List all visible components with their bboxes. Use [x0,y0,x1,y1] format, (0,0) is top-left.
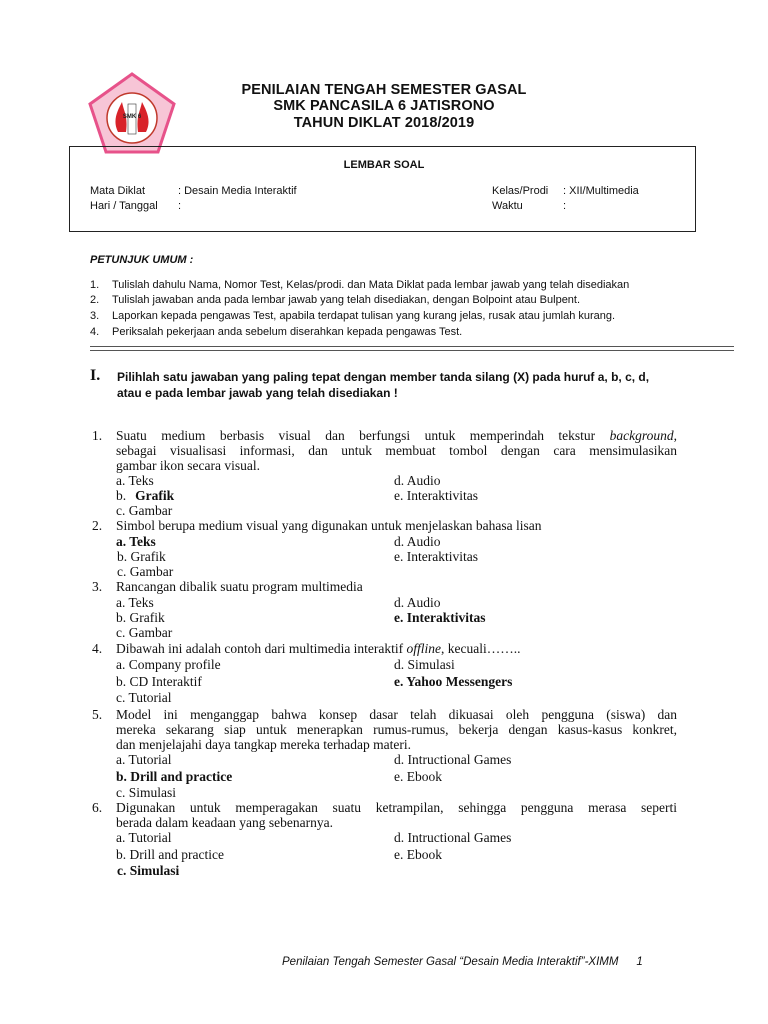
option-d: d. Audio [394,595,441,610]
option-e: e. Interaktivitas [394,549,478,564]
option-c: c. Tutorial [116,690,172,705]
kelas-prodi-value: : XII/Multimedia [563,185,639,197]
question-5-text: mereka sekarang siap untuk menerapkan rumus-rumus, bekerja dengan kasus-kasus konkret, [116,722,677,737]
question-1-text: gambar ikon secara visual. [116,458,260,473]
option-e: e. Interaktivitas [394,488,478,503]
question-1-text: sebagai visualisasi informasi, dan untuk membuat tombol dengan cara mensimulasikan [116,443,677,458]
kelas-prodi-label: Kelas/Prodi [492,185,549,197]
option-b: b. Grafik [116,610,165,625]
question-5-text: dan menjelajahi daya tangkap mereka terhadap materi. [116,737,411,752]
option-c: c. Simulasi [117,863,180,878]
hari-tanggal-label: Hari / Tanggal [90,200,158,212]
question-number: 2. [92,518,103,533]
option-a: a. Teks [116,473,154,488]
option-c: c. Simulasi [116,785,176,800]
option-c: c. Gambar [116,503,173,518]
question-5-text: Model ini menganggap bahwa konsep dasar telah dikuasai oleh pengguna (siswa) dan [116,707,677,722]
lembar-soal-title: LEMBAR SOAL [343,159,425,171]
option-e: e. Ebook [394,847,442,862]
section-instruction-1: Pilihlah satu jawaban yang paling tepat dengan member tanda silang (X) pada huruf a, b, c, d, [117,370,650,384]
question-number: 5. [92,707,103,722]
question-number: 4. [92,641,103,656]
option-c: c. Gambar [116,625,173,640]
option-b: b. Drill and practice [116,847,224,862]
waktu-label: Waktu [492,200,523,212]
option-e: e. Yahoo Messengers [394,674,513,689]
question-3-text: Rancangan dibalik suatu program multimedia [116,579,363,594]
page-number: 1 [636,956,643,968]
question-2-text: Simbol berupa medium visual yang digunakan untuk menjelaskan bahasa lisan [116,518,542,533]
waktu-value: : [563,200,567,212]
hari-tanggal-value: : [178,200,182,212]
option-d: d. Simulasi [394,657,455,672]
header-line-2: SMK PANCASILA 6 JATISRONO [273,98,495,114]
option-c: c. Gambar [117,564,174,579]
option-a: a. Tutorial [116,830,172,845]
petunjuk-title: PETUNJUK UMUM : [90,254,194,266]
petunjuk-item-1: 1. Tulislah dahulu Nama, Nomor Test, Kelas/prodi. dan Mata Diklat pada lembar jawab yang telah disediakan [90,279,630,291]
mata-diklat-value: : Desain Media Interaktif [178,185,297,197]
option-d: d. Audio [394,473,441,488]
option-b: b. Grafik [116,488,175,503]
option-a: a. Tutorial [116,752,172,767]
option-a: a. Teks [116,534,156,549]
option-e: e. Interaktivitas [394,610,486,625]
option-d: d. Audio [394,534,441,549]
option-b: b. Drill and practice [116,769,233,784]
question-1-text: Suatu medium berbasis visual dan berfungsi untuk memperindah tekstur background, [116,428,677,443]
page-footer: Penilaian Tengah Semester Gasal “Desain Media Interaktif”-XIMM 1 [282,956,643,968]
section-instruction-2: atau e pada lembar jawab yang telah disediakan ! [117,386,398,400]
option-a: a. Teks [116,595,154,610]
divider-line [90,350,734,351]
question-number: 3. [92,579,103,594]
petunjuk-item-3: 3. Laporkan kepada pengawas Test, apabila terdapat tulisan yang kurang jelas, rusak atau jumlah kurang. [90,310,616,322]
question-number: 1. [92,428,103,443]
question-6-text: Digunakan untuk memperagakan suatu ketrampilan, sehingga pengguna merasa seperti [116,800,677,815]
section-numeral: I. [90,367,101,384]
option-b: b. CD Interaktif [116,674,202,689]
petunjuk-item-4: 4. Periksalah pekerjaan anda sebelum diserahkan kepada pengawas Test. [90,326,463,338]
question-6-text: berada dalam keadaan yang sebenarnya. [116,815,334,830]
option-a: a. Company profile [116,657,221,672]
option-e: e. Ebook [394,769,442,784]
header-line-1: PENILAIAN TENGAH SEMESTER GASAL [241,82,527,98]
option-b: b. Grafik [117,549,166,564]
option-d: d. Intructional Games [394,830,512,845]
question-number: 6. [92,800,103,815]
header-line-3: TAHUN DIKLAT 2018/2019 [293,115,475,131]
question-4-text: Dibawah ini adalah contoh dari multimedia interaktif offline, kecuali…….. [116,641,521,656]
divider-line [90,346,734,347]
logo-text: SMK 6 [122,114,142,120]
option-d: d. Intructional Games [394,752,512,767]
mata-diklat-label: Mata Diklat [90,185,146,197]
petunjuk-item-2: 2. Tulislah jawaban anda pada lembar jawab yang telah disediakan, dengan Bolpoint atau Bulpent. [90,294,581,306]
